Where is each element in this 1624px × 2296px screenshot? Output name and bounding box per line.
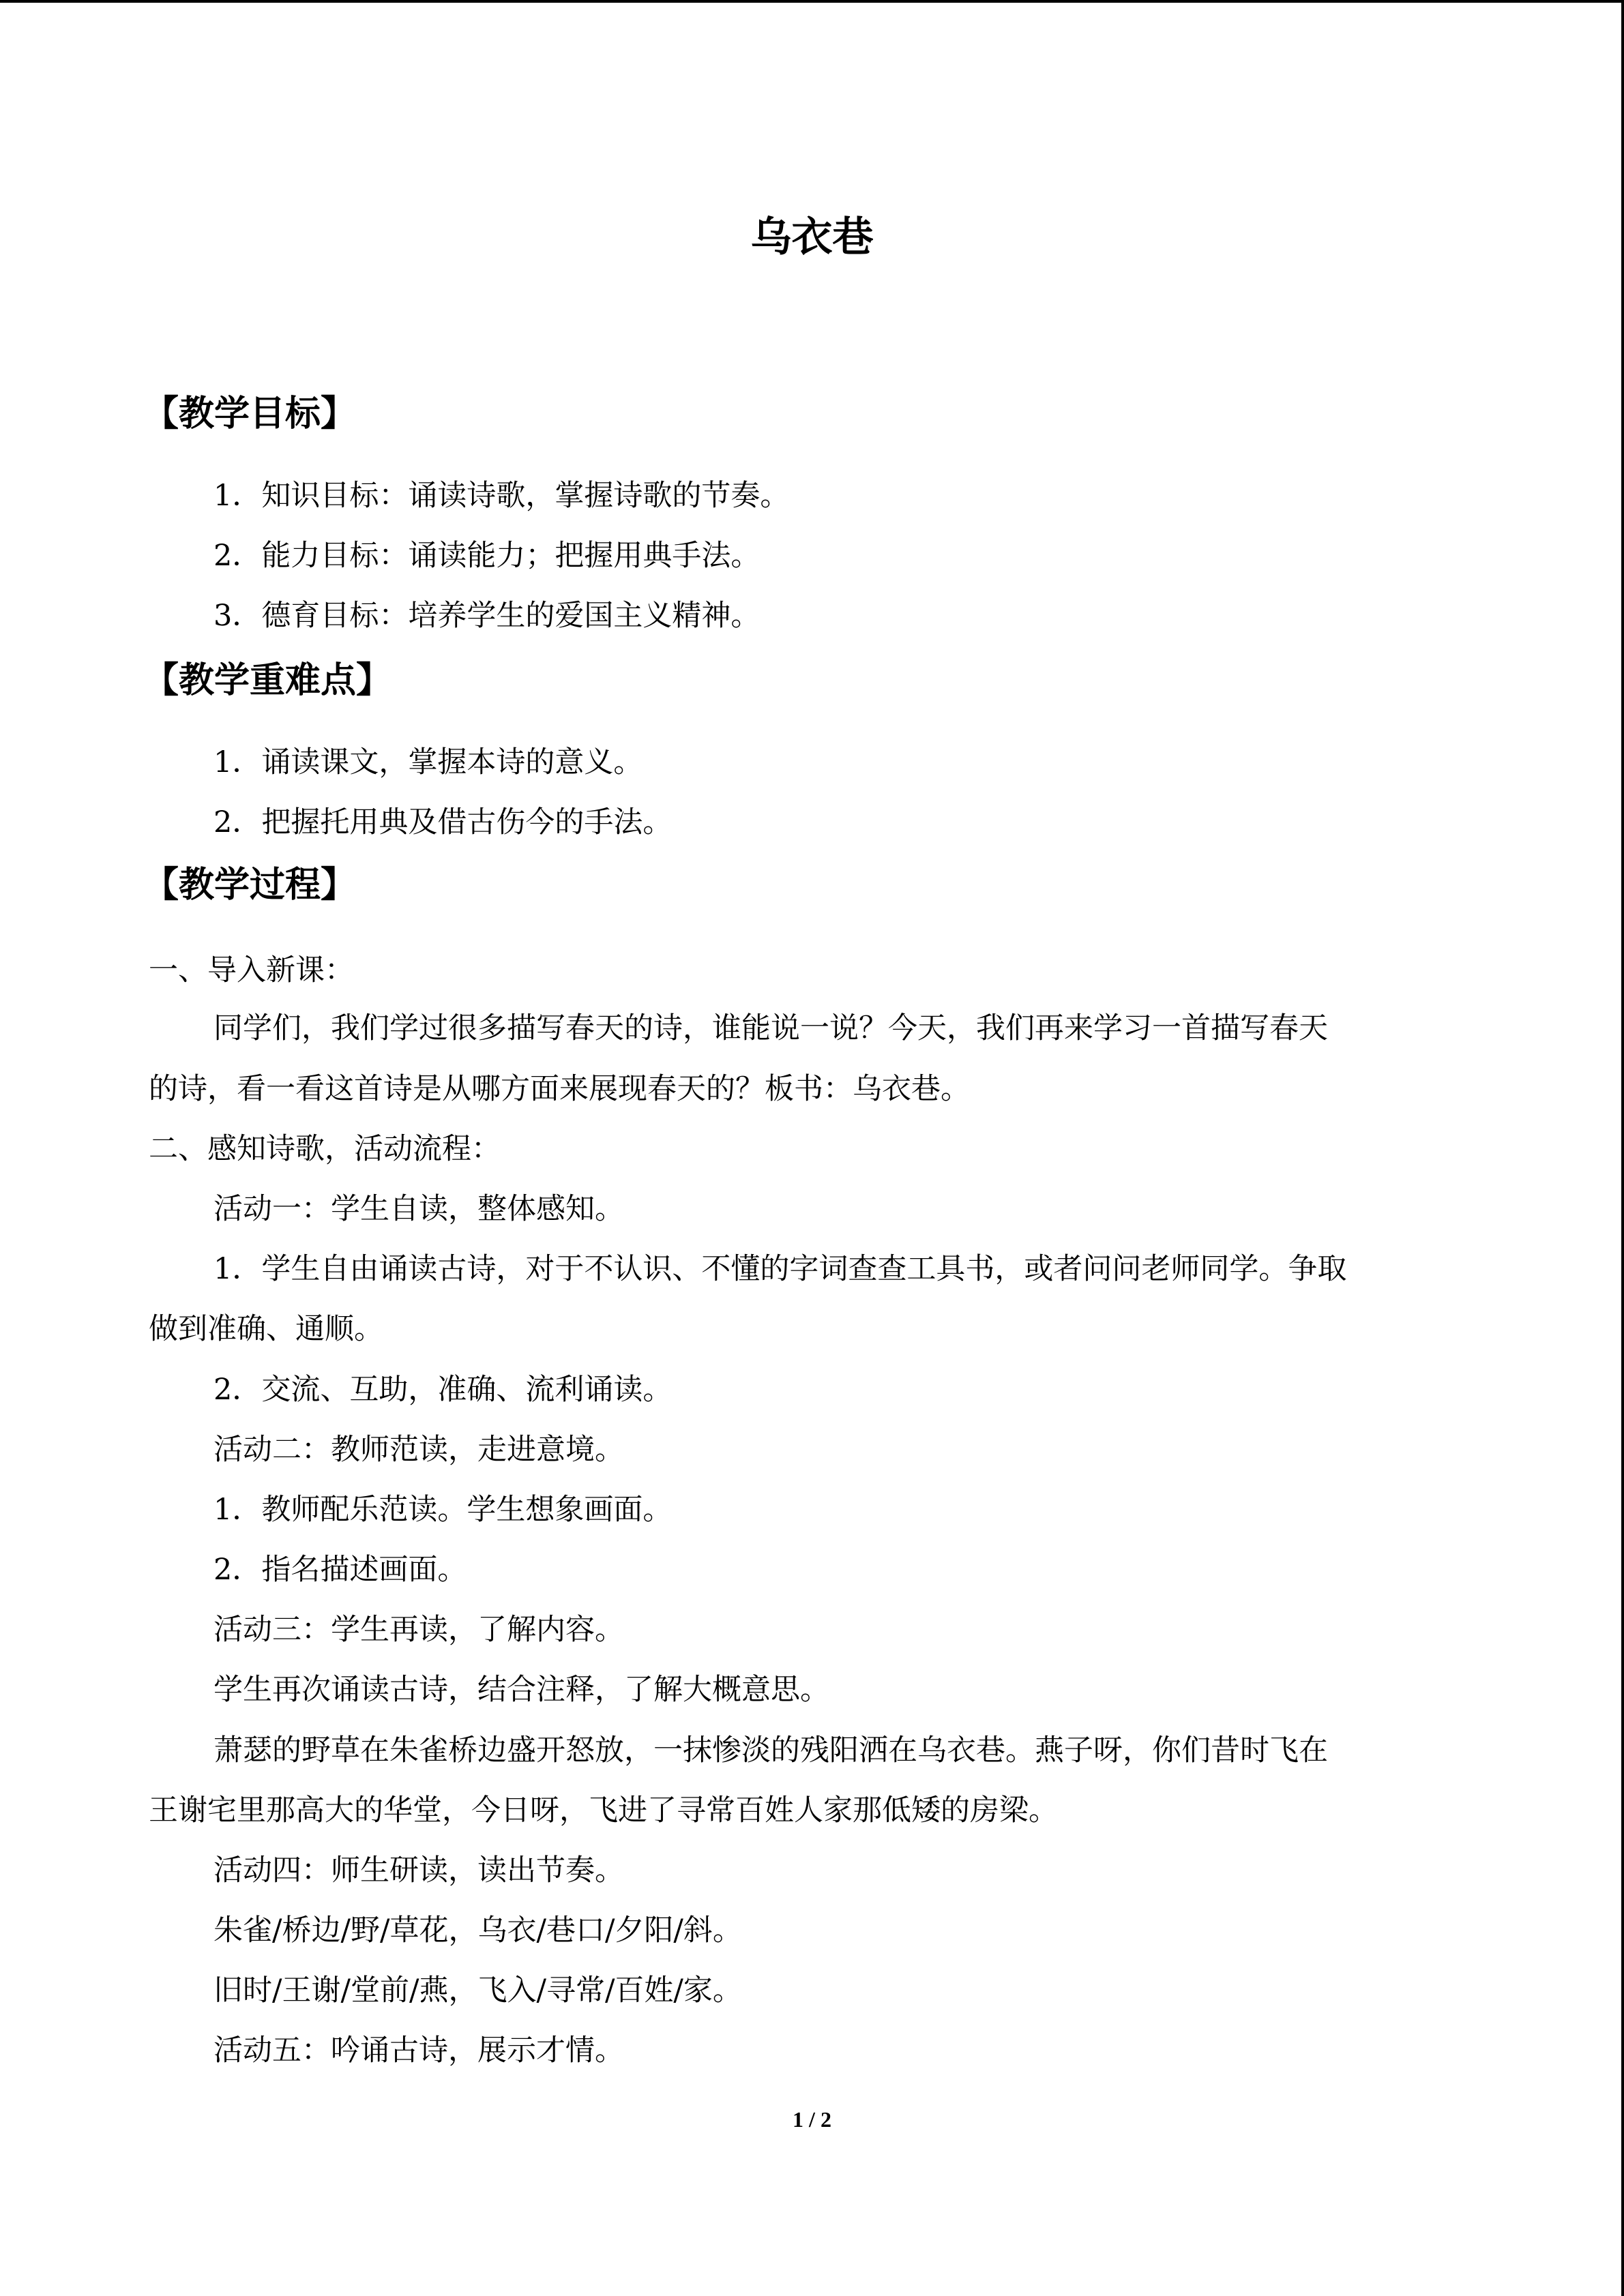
process-line: 朱雀/桥边/野/草花，乌衣/巷口/夕阳/斜。 (213, 1913, 742, 1948)
process-line: 2．指名描述画面。 (213, 1553, 467, 1587)
process-line: 的诗，看一看这首诗是从哪方面来展现春天的？板书：乌衣巷。 (149, 1072, 970, 1106)
process-line: 一、导入新课： (149, 953, 354, 987)
process-line: 二、感知诗歌，活动流程： (149, 1132, 501, 1166)
page-number: 1 / 2 (793, 2107, 831, 2132)
process-line: 活动三：学生再读，了解内容。 (213, 1613, 624, 1647)
process-line: 王谢宅里那高大的华堂，今日呀，飞进了寻常百姓人家那低矮的房梁。 (149, 1793, 1058, 1828)
page-title: 乌衣巷 (750, 213, 874, 261)
section-heading-process: 【教学过程】 (143, 865, 357, 906)
process-line: 1．学生自由诵读古诗，对于不认识、不懂的字词查查工具书，或者问问老师同学。争取 (213, 1252, 1347, 1286)
key-point-item: 2．把握托用典及借古伤今的手法。 (213, 805, 673, 839)
process-line: 活动五：吟诵古诗，展示才情。 (213, 2033, 624, 2068)
key-point-item: 1．诵读课文，掌握本诗的意义。 (213, 745, 643, 779)
section-heading-key-points: 【教学重难点】 (143, 660, 392, 701)
objective-item: 2．能力目标：诵读能力；把握用典手法。 (213, 539, 761, 573)
process-line: 旧时/王谢/堂前/燕，飞入/寻常/百姓/家。 (213, 1973, 742, 2008)
process-line: 同学们，我们学过很多描写春天的诗，谁能说一说？今天，我们再来学习一首描写春天 (213, 1011, 1328, 1045)
process-line: 1．教师配乐范读。学生想象画面。 (213, 1493, 673, 1527)
process-line: 活动四：师生研读，读出节奏。 (213, 1853, 624, 1888)
process-line: 萧瑟的野草在朱雀桥边盛开怒放，一抹惨淡的残阳洒在乌衣巷。燕子呀，你们昔时飞在 (213, 1733, 1328, 1768)
process-line: 学生再次诵读古诗，结合注释，了解大概意思。 (213, 1673, 829, 1707)
process-line: 做到准确、通顺。 (149, 1312, 383, 1346)
page-border-top (0, 0, 1624, 3)
section-heading-objectives: 【教学目标】 (143, 393, 357, 434)
process-line: 活动二：教师范读，走进意境。 (213, 1433, 624, 1467)
process-line: 2．交流、互助，准确、流利诵读。 (213, 1373, 673, 1407)
objective-item: 3．德育目标：培养学生的爱国主义精神。 (213, 599, 761, 633)
process-line: 活动一：学生自读，整体感知。 (213, 1192, 624, 1226)
objective-item: 1．知识目标：诵读诗歌，掌握诗歌的节奏。 (213, 479, 790, 513)
page-border-right (1621, 0, 1624, 2296)
